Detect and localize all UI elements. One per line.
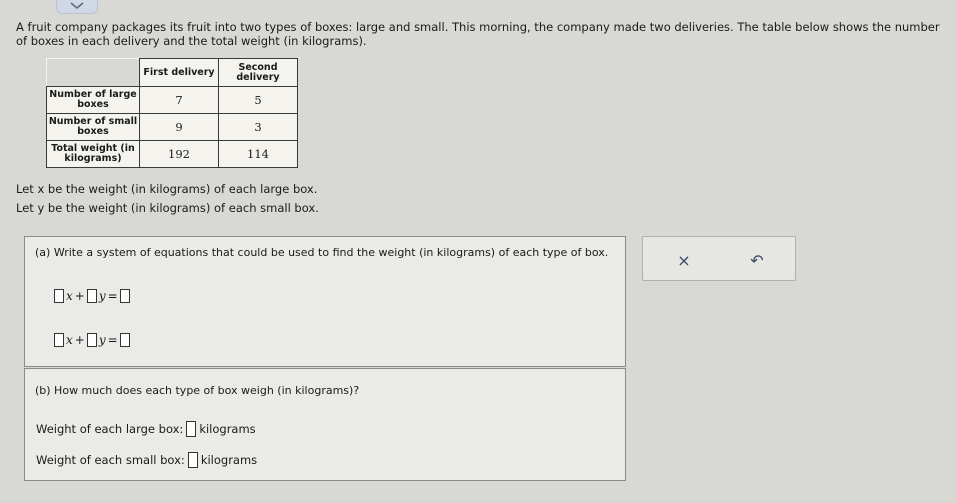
row-header-total-weight: Total weight (in kilograms) bbox=[47, 141, 140, 168]
constant-input-1[interactable] bbox=[120, 289, 130, 303]
table-cell: 114 bbox=[219, 141, 298, 168]
clear-button[interactable] bbox=[674, 250, 694, 270]
x-definition: Let x be the weight (in kilograms) of each large box. bbox=[16, 182, 318, 196]
close-icon: × bbox=[677, 250, 691, 270]
column-header-second: Second delivery bbox=[219, 59, 298, 87]
y-definition: Let y be the weight (in kilograms) of each small box. bbox=[16, 201, 319, 215]
coefficient-y-input-2[interactable] bbox=[87, 333, 97, 347]
problem-statement: A fruit company packages its fruit into two types of boxes: large and small. This morning, the company made two deliveries. The table below shows the number of boxes in each delivery and the total weight (in kilograms). bbox=[16, 20, 940, 48]
var-x: x bbox=[66, 333, 73, 347]
unit-label: kilograms bbox=[200, 453, 258, 467]
column-header-first: First delivery bbox=[140, 59, 219, 87]
chevron-down-icon bbox=[70, 2, 84, 10]
large-box-answer-row bbox=[36, 421, 256, 437]
delivery-table bbox=[46, 58, 298, 168]
table-cell: 3 bbox=[219, 114, 298, 141]
table-cell: 5 bbox=[219, 87, 298, 114]
table-corner-cell bbox=[47, 59, 140, 87]
table-cell: 9 bbox=[140, 114, 219, 141]
plus-sign: + bbox=[74, 289, 85, 303]
var-x: x bbox=[66, 289, 73, 303]
table-cell: 7 bbox=[140, 87, 219, 114]
part-b-prompt: (b) How much does each type of box weigh (in kilograms)? bbox=[35, 384, 360, 397]
plus-sign: + bbox=[74, 333, 85, 347]
var-y: y bbox=[98, 289, 106, 303]
small-box-label: Weight of each small box: bbox=[36, 453, 185, 467]
small-box-weight-input[interactable] bbox=[188, 452, 198, 468]
part-a-prompt: (a) Write a system of equations that could be used to find the weight (in kilograms) of each type of box. bbox=[35, 246, 609, 259]
answer-tools-panel bbox=[642, 236, 796, 281]
var-y: y bbox=[98, 333, 106, 347]
row-header-large: Number of large boxes bbox=[47, 87, 140, 114]
undo-button[interactable] bbox=[747, 250, 767, 270]
row-header-small: Number of small boxes bbox=[47, 114, 140, 141]
table-header-row bbox=[47, 59, 298, 87]
part-b-panel bbox=[24, 368, 626, 481]
equation-row-1 bbox=[54, 289, 130, 303]
table-cell: 192 bbox=[140, 141, 219, 168]
coefficient-y-input-1[interactable] bbox=[87, 289, 97, 303]
equation-row-2 bbox=[54, 333, 130, 347]
coefficient-x-input-1[interactable] bbox=[54, 289, 64, 303]
collapse-tab[interactable] bbox=[56, 0, 98, 14]
table-row bbox=[47, 114, 298, 141]
equals-sign: = bbox=[107, 289, 118, 303]
undo-icon: ↶ bbox=[750, 250, 764, 270]
large-box-weight-input[interactable] bbox=[186, 421, 196, 437]
small-box-answer-row bbox=[36, 452, 257, 468]
table-row bbox=[47, 87, 298, 114]
table-row bbox=[47, 141, 298, 168]
equals-sign: = bbox=[107, 333, 118, 347]
large-box-label: Weight of each large box: bbox=[36, 422, 184, 436]
unit-label: kilograms bbox=[199, 422, 256, 436]
coefficient-x-input-2[interactable] bbox=[54, 333, 64, 347]
constant-input-2[interactable] bbox=[120, 333, 130, 347]
part-a-panel bbox=[24, 236, 626, 367]
